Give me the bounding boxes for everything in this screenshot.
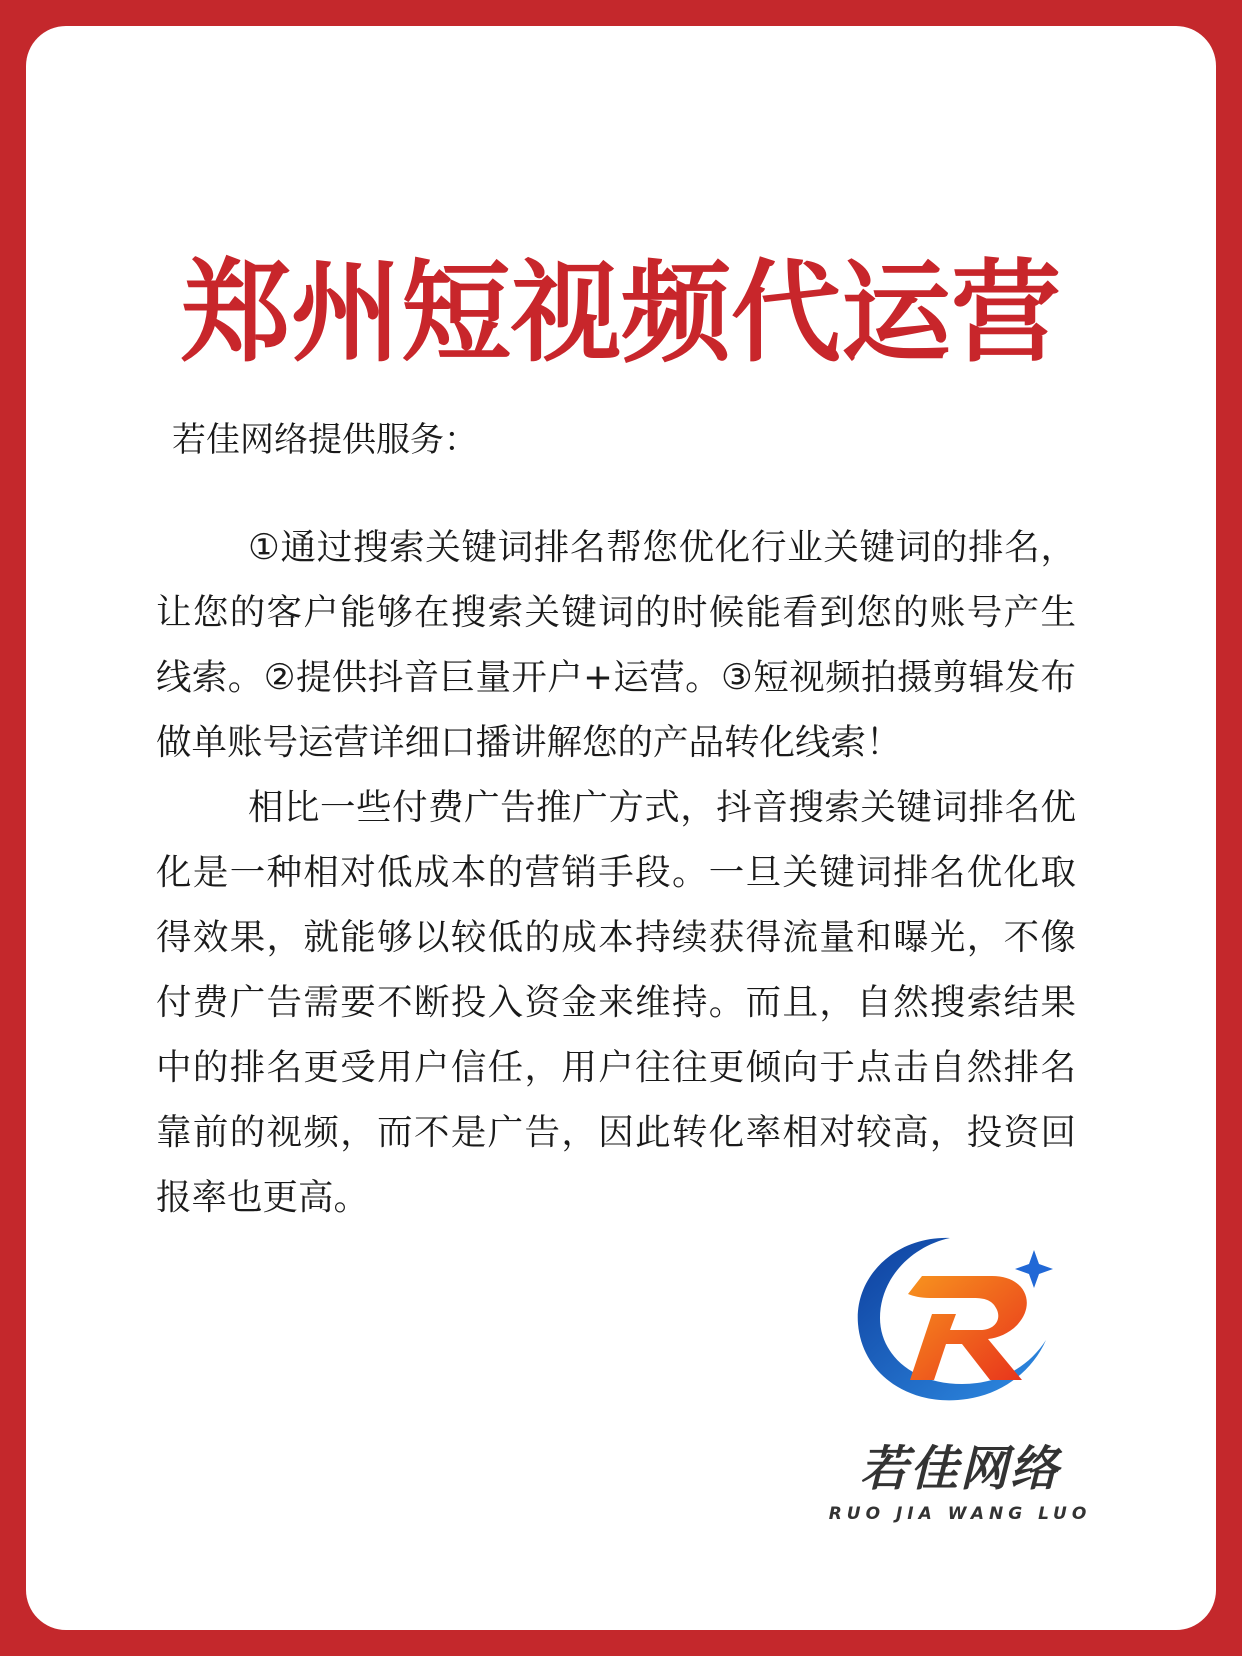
brand-name: 若佳网络 — [859, 1441, 1060, 1497]
brand-pinyin: RUO JIA WANG LUO — [828, 1504, 1092, 1524]
article-body — [156, 515, 1076, 1230]
paragraph-services: ①通过搜索关键词排名帮您优化行业关键词的排名，让您的客户能够在搜索关键词的时候能看到您的账号产生线索。②提供抖音巨量开户+运营。③短视频拍摄剪辑发布做单账号运营详细口播讲解您的产品转化线索！ — [156, 527, 1076, 763]
page-title: 郑州短视频代运营 — [181, 249, 1061, 377]
paragraph-advantages: 相比一些付费广告推广方式，抖音搜索关键词排名优化是一种相对低成本的营销手段。一旦关键词排名优化取得效果，就能够以较低的成本持续获得流量和曝光，不像付费广告需要不断投入资金来维持。而且，自然搜索结果中的排名更受用户信任，用户往往更倾向于点击自然排名靠前的视频，而不是广告，因此转化率相对较高，投资回报率也更高。 — [156, 787, 1076, 1218]
intro-text: 若佳网络提供服务： — [172, 420, 478, 460]
r-swoosh-logo-icon — [850, 1232, 1070, 1412]
